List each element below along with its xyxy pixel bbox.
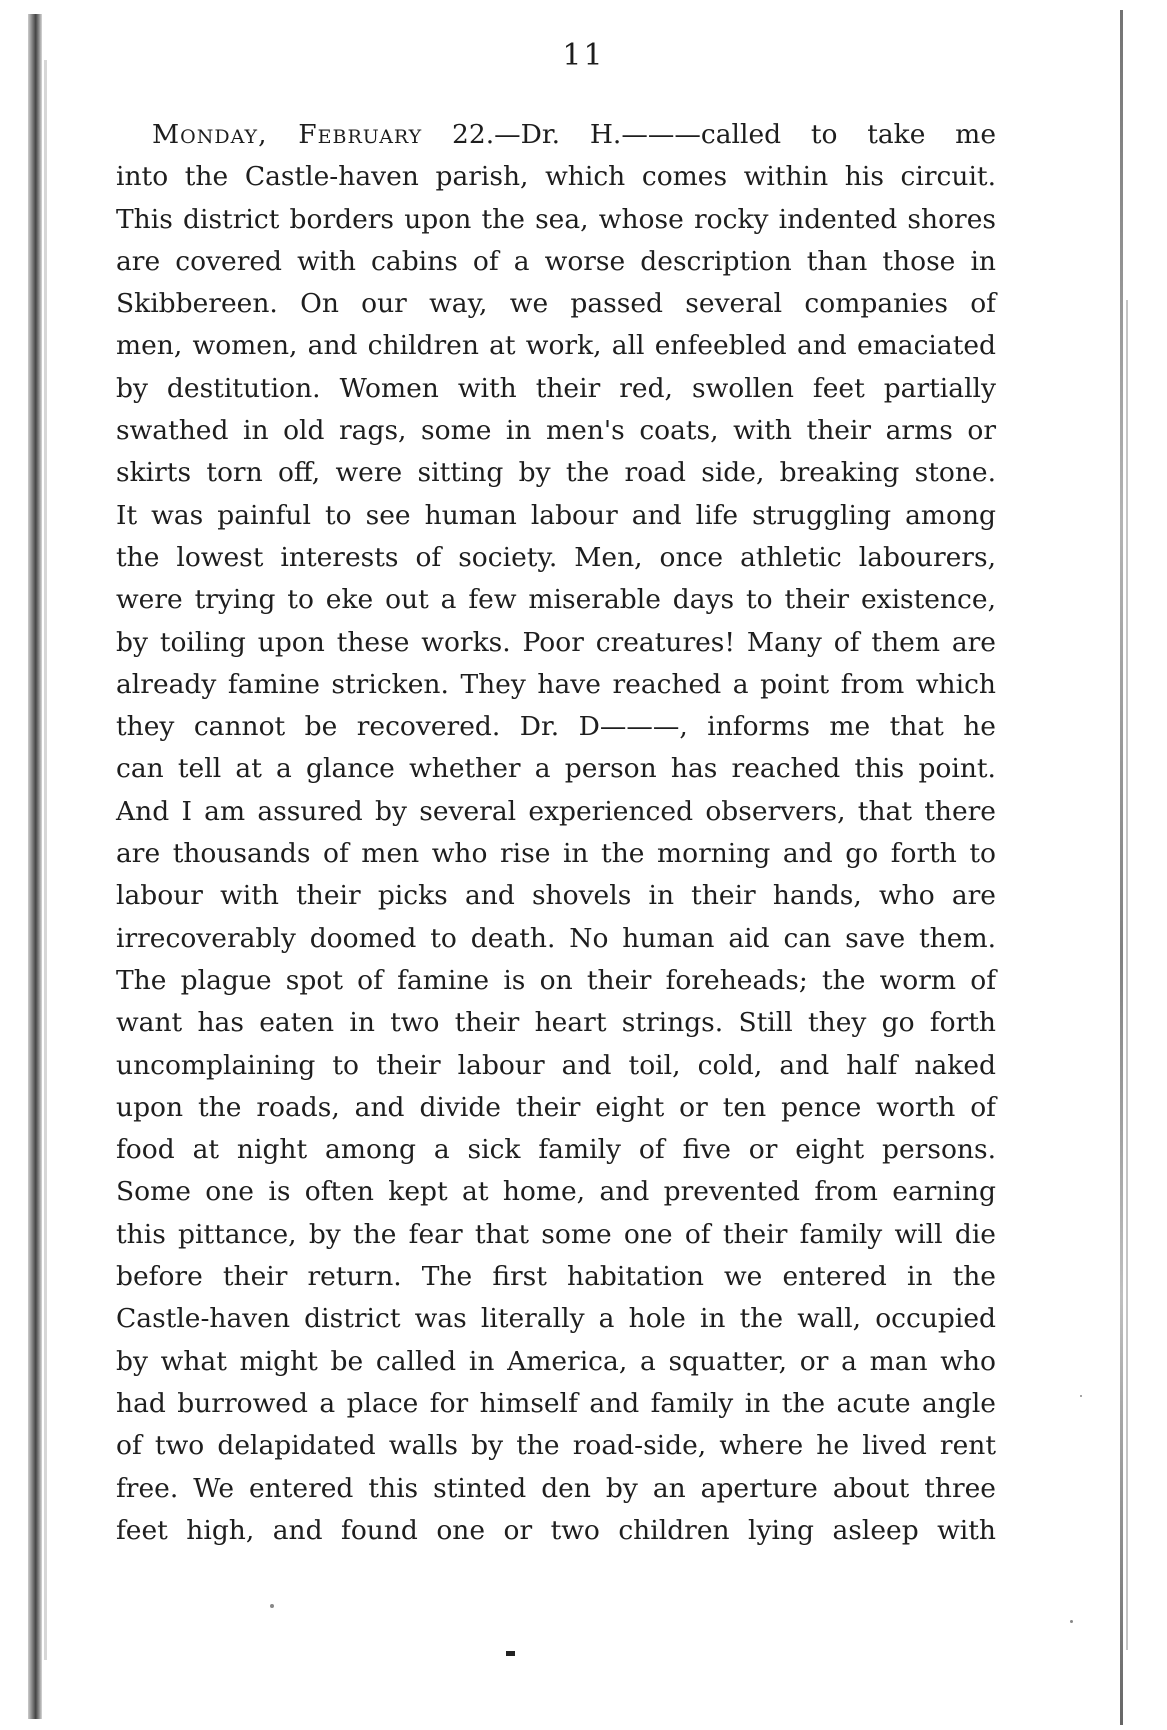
scan-speck [1080,1395,1082,1397]
text-line: by toiling upon these works. Poor creatures! Many of them are [116,626,996,658]
text-line [116,114,996,156]
text-line: can tell at a glance whether a person has reached this point. [116,753,996,785]
text-line: swathed in old rags, some in men's coats, with their arms or [116,415,996,447]
body-text [116,114,996,1552]
entry-date-lead: Monday, February [152,119,423,150]
text-line: Castle-haven district was literally a hole in the wall, occupied [116,1303,996,1335]
scan-speck [270,1604,274,1608]
text-line: labour with their picks and shovels in their hands, who are [116,880,996,912]
text-line: were trying to eke out a few miserable days to their existence, [116,584,996,616]
text-line: are thousands of men who rise in the morning and go forth to [116,838,996,870]
text-line: this pittance, by the fear that some one of their family will die [116,1218,996,1250]
text-line: uncomplaining to their labour and toil, cold, and half naked [116,1049,996,1081]
text-line: into the Castle-haven parish, which comes within his circuit. [116,161,996,193]
scan-speck [1070,1620,1073,1623]
text-line: The plague spot of famine is on their foreheads; the worm of [116,964,996,996]
text-line: skirts torn off, were sitting by the road side, breaking stone. [116,457,996,489]
text-line-content: 22.—Dr. H.———called to take me [422,119,996,150]
text-line: upon the roads, and divide their eight or ten pence worth of [116,1091,996,1123]
text-line: had burrowed a place for himself and family in the acute angle [116,1387,996,1419]
text-line: feet high, and found one or two children lying asleep with [116,1514,996,1546]
text-line: free. We entered this stinted den by an aperture about three [116,1472,996,1504]
text-line: It was painful to see human labour and life struggling among [116,499,996,531]
page-footer-mark [506,1651,515,1656]
text-line: Some one is often kept at home, and prevented from earning [116,1176,996,1208]
page-right-edge [1120,10,1123,1725]
text-line: And I am assured by several experienced observers, that there [116,795,996,827]
text-line: men, women, and children at work, all enfeebled and emaciated [116,330,996,362]
text-line: Skibbereen. On our way, we passed several companies of [116,288,996,320]
text-line: by destitution. Women with their red, swollen feet partially [116,372,996,404]
page-binding-shadow [28,14,42,1719]
page-number: 11 [562,38,605,73]
text-line: already famine stricken. They have reached a point from which [116,668,996,700]
text-line: are covered with cabins of a worse description than those in [116,245,996,277]
text-line: This district borders upon the sea, whose rocky indented shores [116,203,996,235]
text-line: want has eaten in two their heart strings. Still they go forth [116,1007,996,1039]
text-line: food at night among a sick family of five or eight persons. [116,1134,996,1166]
page-binding-shadow-inner [44,60,47,1660]
page-right-edge-inner [1126,300,1128,1650]
text-line: irrecoverably doomed to death. No human aid can save them. [116,922,996,954]
text-line: of two delapidated walls by the road-side, where he lived rent [116,1430,996,1462]
text-line: the lowest interests of society. Men, once athletic labourers, [116,541,996,573]
text-line: by what might be called in America, a squatter, or a man who [116,1345,996,1377]
text-line: before their return. The first habitation we entered in the [116,1261,996,1293]
text-line: they cannot be recovered. Dr. D———, informs me that he [116,711,996,743]
